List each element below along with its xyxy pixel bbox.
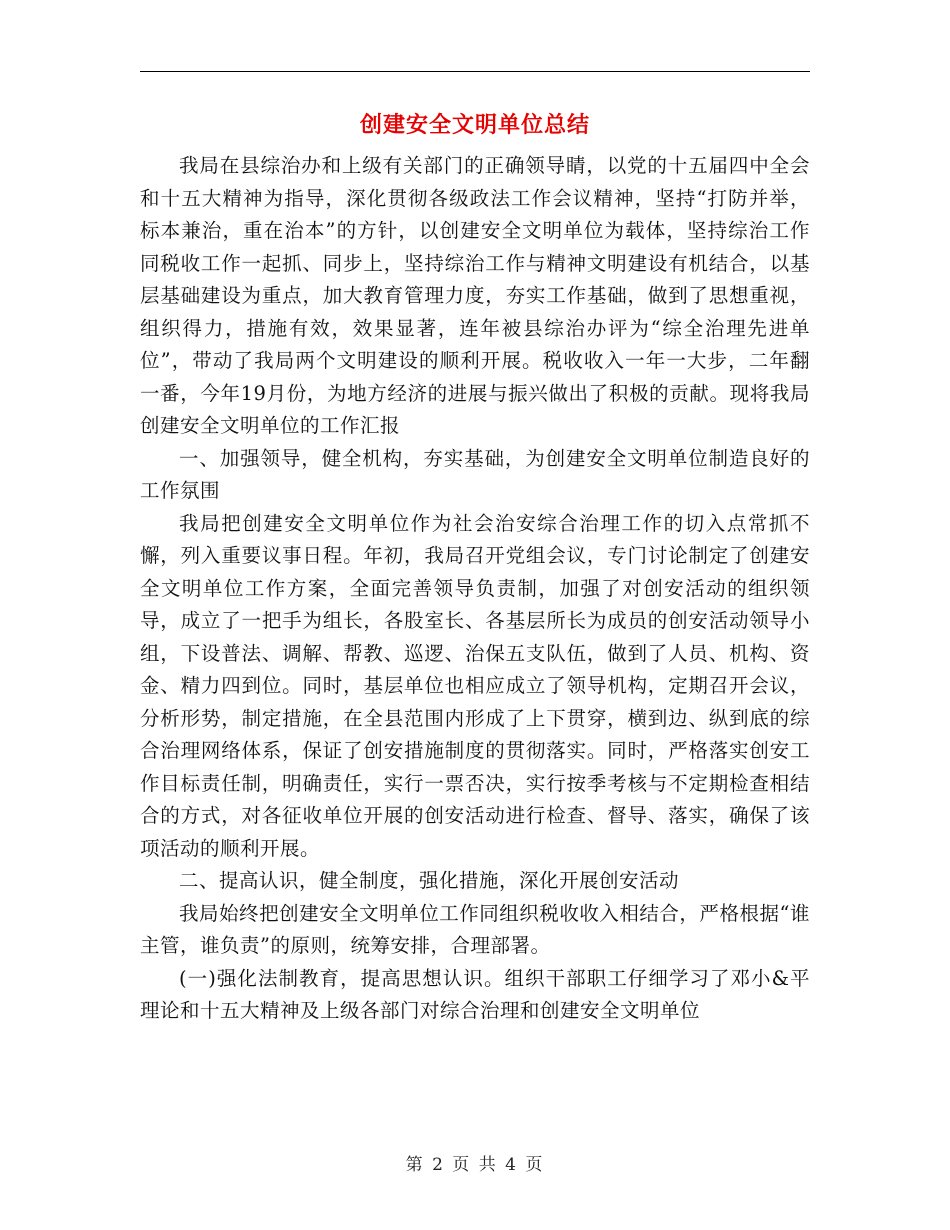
paragraph-section-2: 我局始终把创建安全文明单位工作同组织税收收入相结合，严格根据“谁主管，谁负责”的原则，统筹安排，合理部署。: [140, 901, 810, 957]
paragraph-subsection-1: (一)强化法制教育，提高思想认识。组织干部职工仔细学习了邓小&平理论和十五大精神及上级各部门对综合治理和创建安全文明单位: [140, 966, 810, 1022]
section-heading-1: 一、加强领导，健全机构，夯实基础，为创建安全文明单位制造良好的工作氛围: [140, 446, 810, 502]
document-body: [140, 150, 810, 1028]
page-number-footer: 第 2 页 共 4 页: [405, 1155, 545, 1175]
paragraph-intro: 我局在县综治办和上级有关部门的正确领导睛，以党的十五届四中全会和十五大精神为指导，深化贯彻各级政法工作会议精神，坚持“打防并举，标本兼治，重在治本”的方针，以创建安全文明单位为载体，坚持综治工作同税收工作一起抓、同步上，坚持综治工作与精神文明建设有机结合，以基层基础建设为重点，加大教育管理力度，夯实工作基础，做到了思想重视，组织得力，措施有效，效果显著，连年被县综治办评为“综全治理先进单位”，带动了我局两个文明建设的顺利开展。税收收入一年一大步，二年翻一番，今年19月份，为地方经济的进展与振兴做出了积极的贡献。现将我局创建安全文明单位的工作汇报: [140, 154, 810, 437]
header-rule: [140, 71, 810, 72]
section-heading-2: 二、提高认识，健全制度，强化措施，深化开展创安活动: [179, 869, 680, 892]
document-title: 创建安全文明单位总结: [359, 112, 590, 138]
paragraph-section-1: 我局把创建安全文明单位作为社会治安综合治理工作的切入点常抓不懈，列入重要议事日程。年初，我局召开党组会议，专门讨论制定了创建安全文明单位工作方案，全面完善领导负责制，加强了对创安活动的组织领导，成立了一把手为组长，各股室长、各基层所长为成员的创安活动领导小组，下设普法、调解、帮教、巡逻、治保五支队伍，做到了人员、机构、资金、精力四到位。同时，基层单位也相应成立了领导机构，定期召开会议，分析形势，制定措施，在全县范围内形成了上下贯穿，横到边、纵到底的综合治理网络体系，保证了创安措施制度的贯彻落实。同时，严格落实创安工作目标责任制，明确责任，实行一票否决，实行按季考核与不定期检查相结合的方式，对各征收单位开展的创安活动进行检查、督导、落实，确保了该项活动的顺利开展。: [140, 511, 810, 860]
